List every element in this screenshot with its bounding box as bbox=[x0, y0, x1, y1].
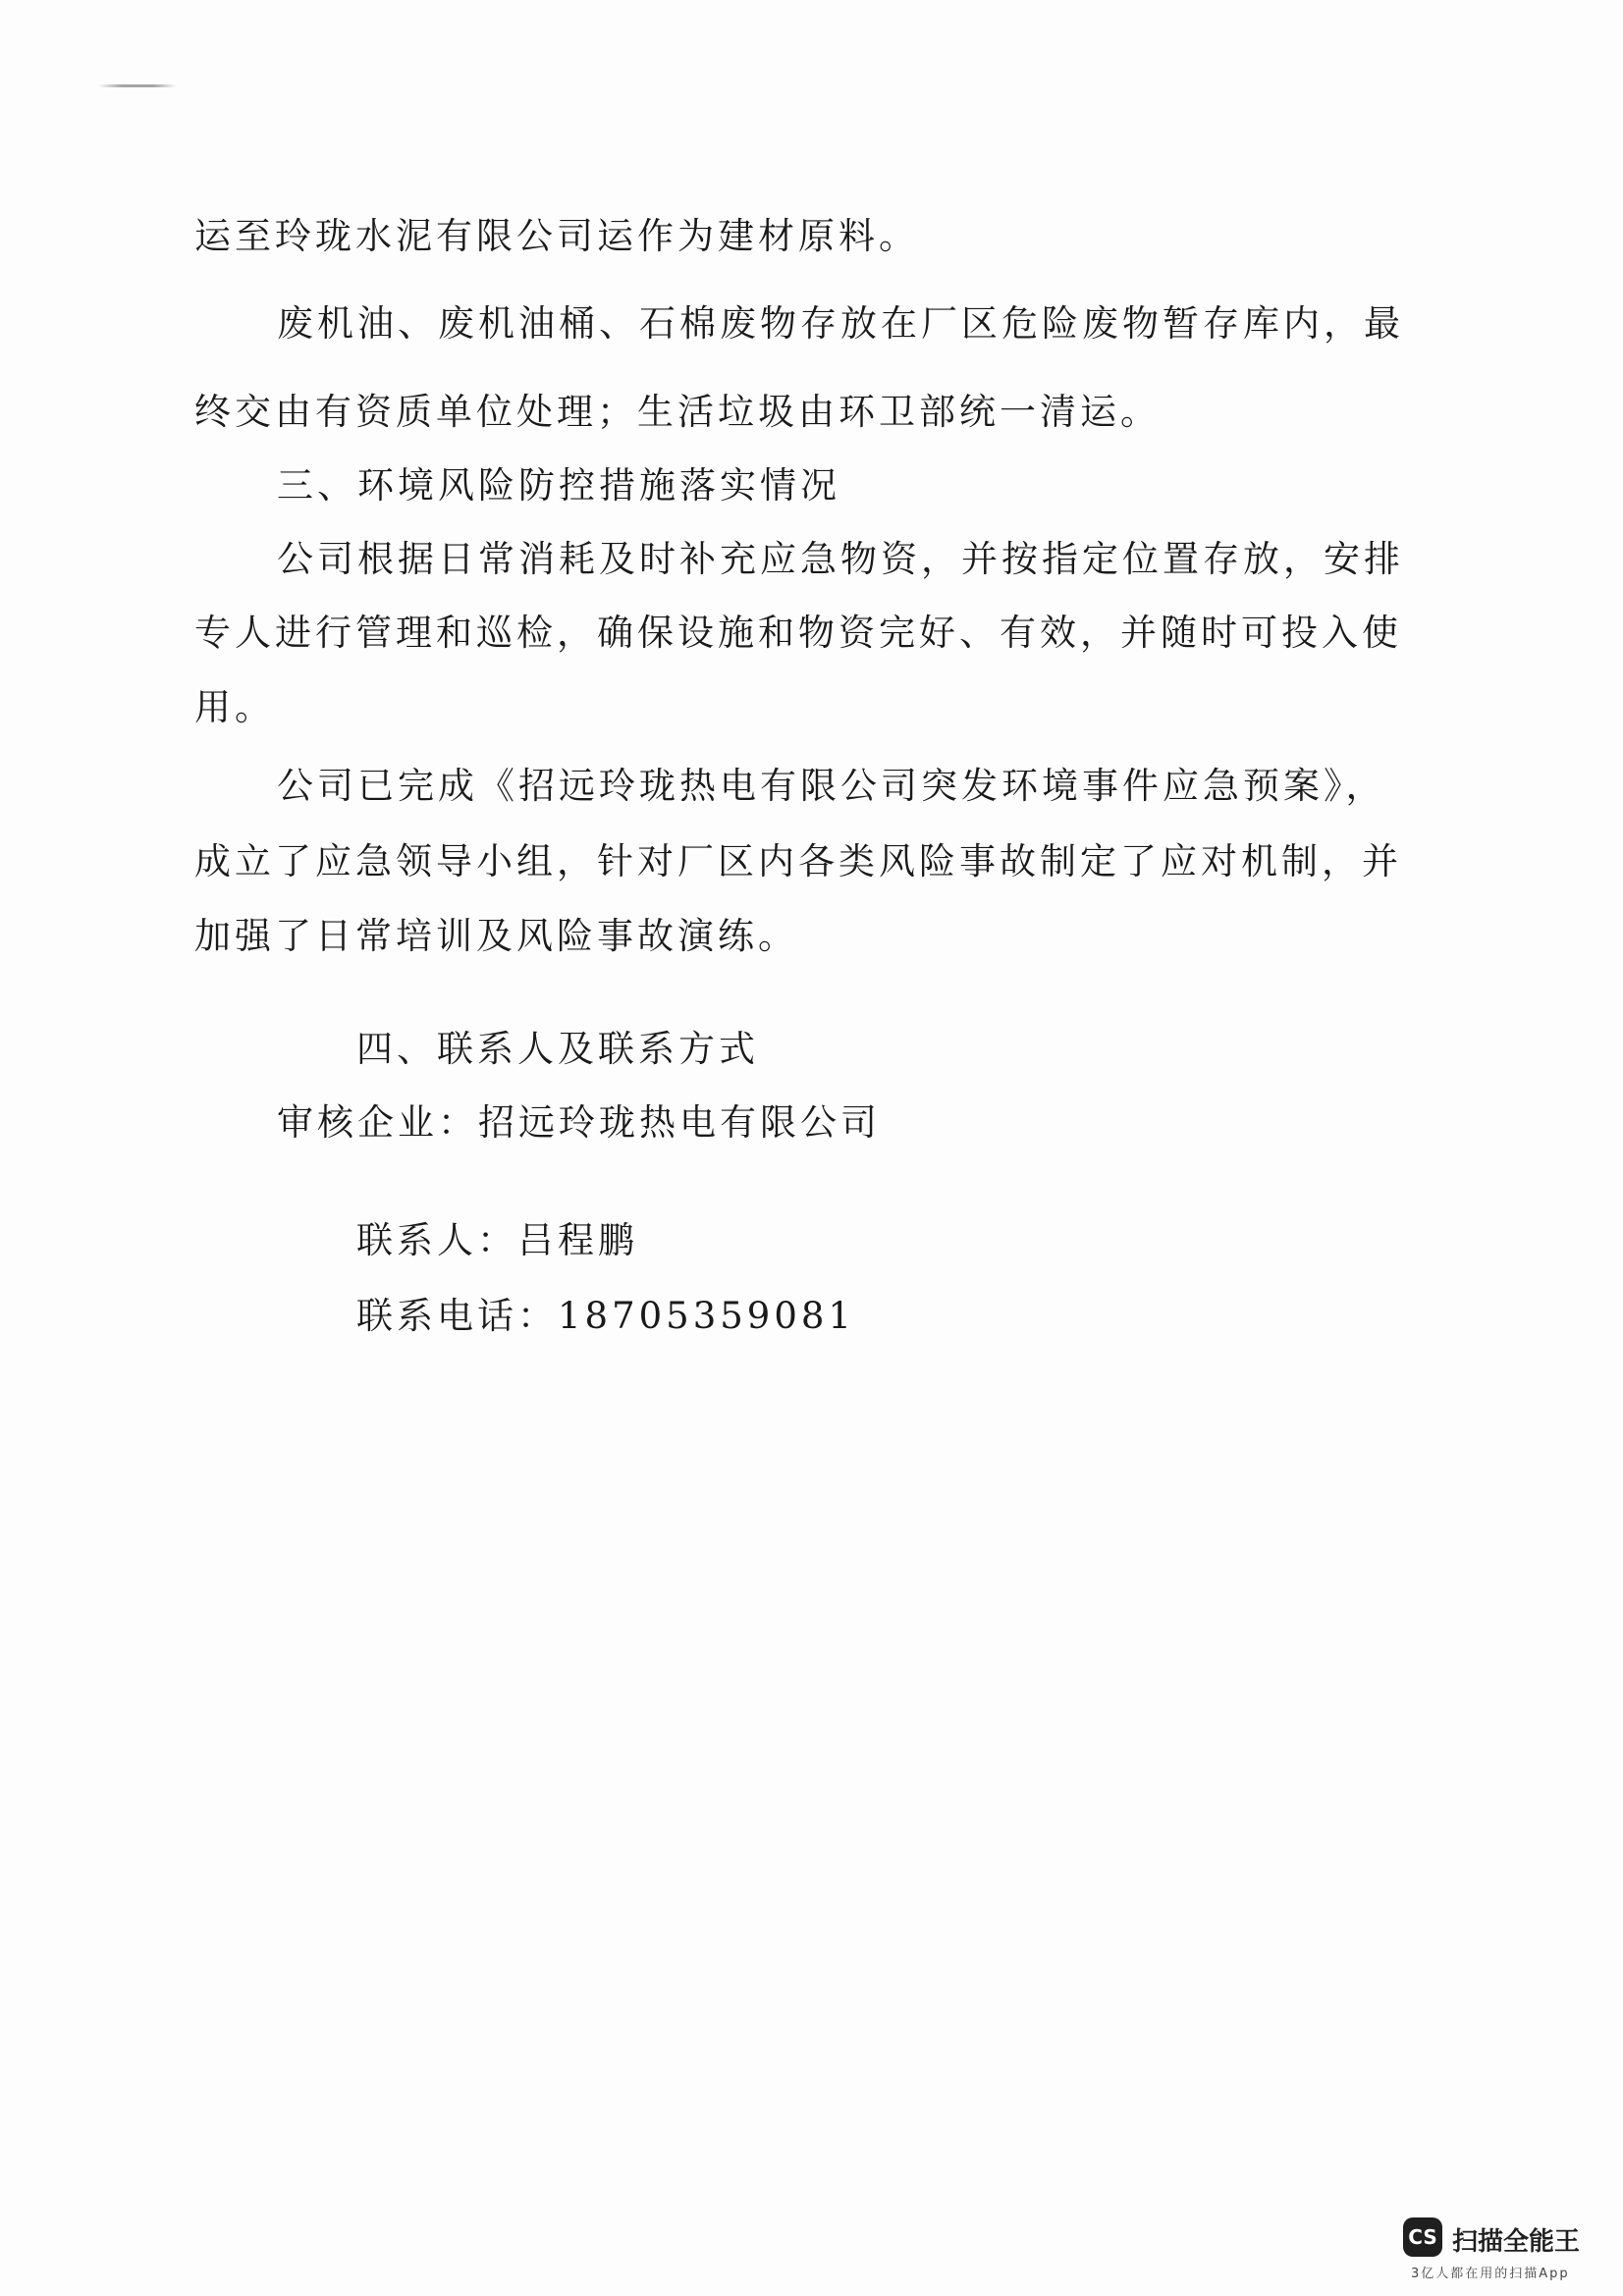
section-heading-3: 三、环境风险防控措施落实情况 bbox=[277, 464, 840, 507]
section-heading-4: 四、联系人及联系方式 bbox=[356, 1028, 759, 1070]
text-line-10: 加强了日常培训及风险事故演练。 bbox=[194, 915, 798, 957]
watermark-title: 扫描全能王 bbox=[1452, 2227, 1581, 2257]
text-line-1: 运至玲珑水泥有限公司运作为建材原料。 bbox=[194, 215, 919, 257]
text-line-8: 公司已完成《招远玲珑热电有限公司突发环境事件应急预案》， bbox=[277, 765, 1386, 807]
contact-person: 联系人：吕程鹏 bbox=[356, 1219, 638, 1261]
scan-artifact-mark bbox=[98, 84, 177, 87]
text-line-2: 废机油、废机油桶、石棉废物存放在厂区危险废物暂存库内，最 bbox=[277, 302, 1404, 345]
camscanner-watermark bbox=[1403, 2217, 1599, 2282]
text-line-9: 成立了应急领导小组，针对厂区内各类风险事故制定了应对机制，并 bbox=[194, 840, 1402, 882]
text-line-5: 公司根据日常消耗及时补充应急物资，并按指定位置存放，安排 bbox=[277, 538, 1404, 580]
watermark-subtitle: 3亿人都在用的扫描App bbox=[1411, 2267, 1570, 2281]
reviewing-company: 审核企业：招远玲珑热电有限公司 bbox=[277, 1101, 881, 1144]
contact-phone: 联系电话：18705359081 bbox=[356, 1295, 855, 1337]
camscanner-logo-icon: CS bbox=[1403, 2217, 1442, 2257]
text-line-3: 终交由有资质单位处理；生活垃圾由环卫部统一清运。 bbox=[194, 391, 1161, 433]
text-line-6: 专人进行管理和巡检，确保设施和物资完好、有效，并随时可投入使 bbox=[194, 612, 1402, 654]
text-line-7: 用。 bbox=[194, 686, 275, 728]
